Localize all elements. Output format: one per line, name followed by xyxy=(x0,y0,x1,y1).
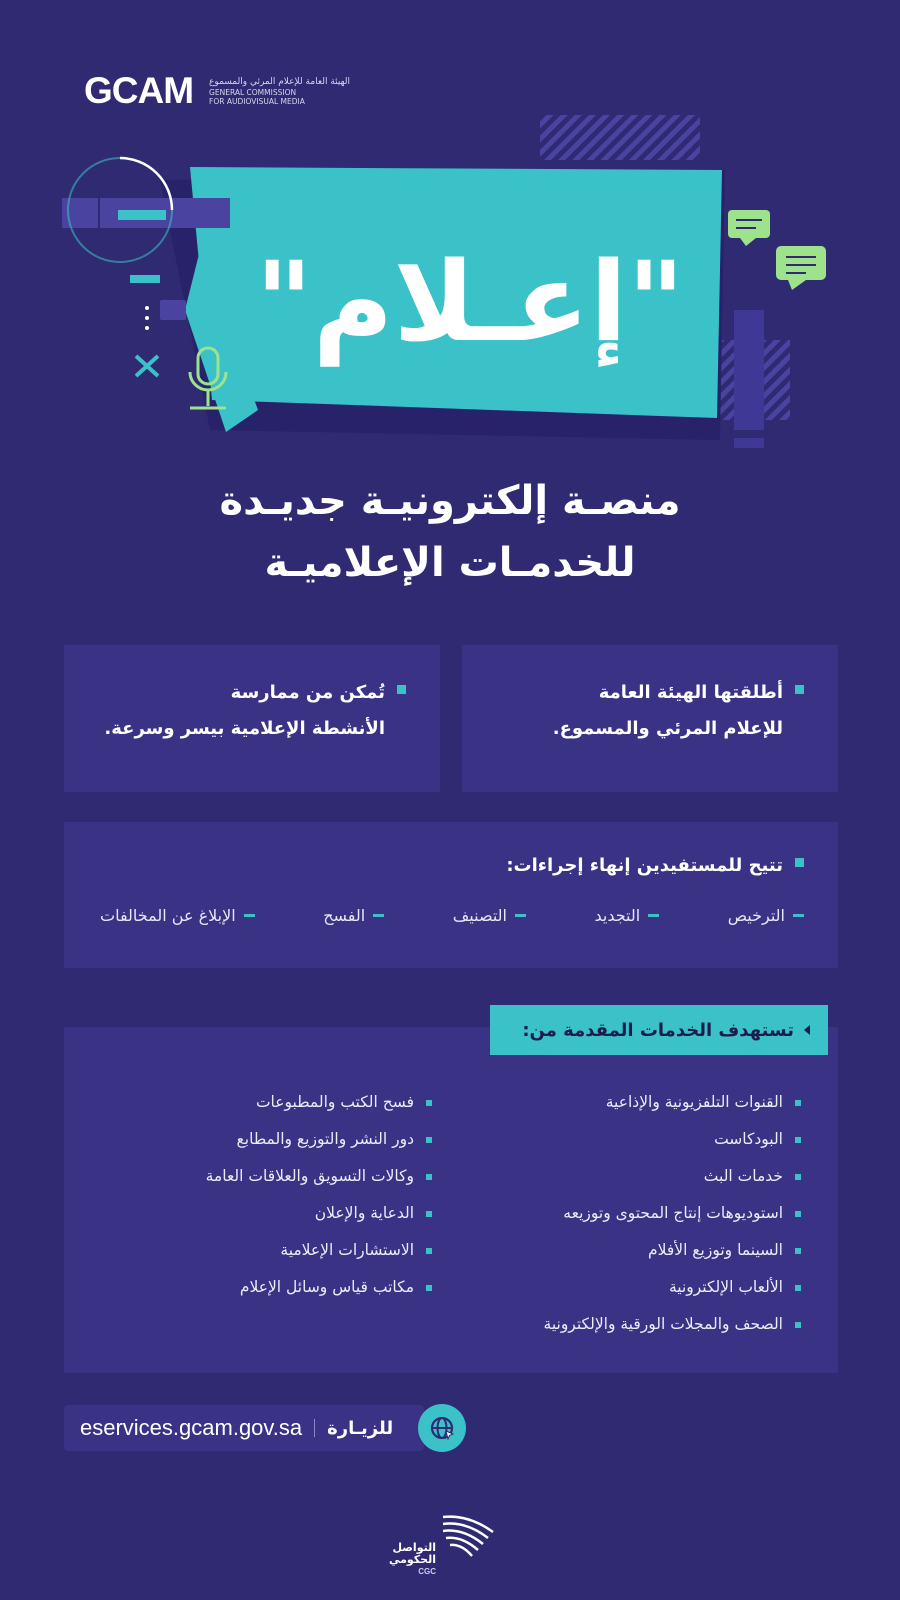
dash-icon xyxy=(793,914,804,917)
gcam-logo-mark: GCAM xyxy=(84,70,194,111)
bullet-icon xyxy=(795,1174,801,1180)
bullet-icon xyxy=(795,1322,801,1328)
bullet-icon xyxy=(426,1174,432,1180)
procedure-item: التصنيف xyxy=(453,906,526,925)
accent-bar-4 xyxy=(130,275,160,283)
dash-icon xyxy=(244,914,255,917)
service-item: الألعاب الإلكترونية xyxy=(544,1269,801,1306)
globe-svg xyxy=(428,1414,456,1442)
services-title-tab xyxy=(490,1005,828,1055)
cgc-logo-icon xyxy=(438,1512,498,1562)
visit-bar xyxy=(64,1405,424,1451)
procedure-item: الترخيص xyxy=(728,906,804,925)
footer-line-1: التواصل xyxy=(392,1541,436,1554)
service-item: البودكاست xyxy=(544,1121,801,1158)
brand-name-en-1: GENERAL COMMISSION xyxy=(209,87,297,97)
launched-line-2: للإعلام المرئي والمسموع. xyxy=(552,718,783,739)
decor-dot xyxy=(145,316,149,320)
service-item: دور النشر والتوزيع والمطابع xyxy=(206,1121,432,1158)
info-card-enable xyxy=(64,645,440,792)
enable-line-1: تُمكن من ممارسة xyxy=(230,682,385,703)
brand-logo xyxy=(84,70,350,112)
brand-name-ar: الهيئة العامة للإعلام المرئي والمسموع xyxy=(209,76,350,87)
services-right-column xyxy=(544,1084,801,1343)
bullet-icon xyxy=(426,1248,432,1254)
service-item: الاستشارات الإعلامية xyxy=(206,1232,432,1269)
services-left-column xyxy=(206,1084,432,1306)
dash-icon xyxy=(648,914,659,917)
accent-bar-right-tip xyxy=(734,438,764,448)
x-mark-icon xyxy=(136,356,158,376)
service-item: مكاتب قياس وسائل الإعلام xyxy=(206,1269,432,1306)
service-item: خدمات البث xyxy=(544,1158,801,1195)
hero-banner xyxy=(0,110,900,470)
procedures-list xyxy=(84,906,804,925)
brand-name xyxy=(209,77,350,106)
footer-line-2: الحكومي xyxy=(388,1553,436,1566)
decor-dot xyxy=(145,306,149,310)
bullet-icon xyxy=(426,1100,432,1106)
service-item: فسح الكتب والمطبوعات xyxy=(206,1084,432,1121)
dash-icon xyxy=(373,914,384,917)
brand-name-en-2: FOR AUDIOVISUAL MEDIA xyxy=(209,96,305,106)
procedure-item: الإبلاغ عن المخالفات xyxy=(100,906,255,925)
triangle-icon xyxy=(804,1025,810,1035)
procedure-item: الفسح xyxy=(323,906,384,925)
info-card-procedures xyxy=(64,822,838,968)
bullet-icon xyxy=(426,1137,432,1143)
divider xyxy=(314,1419,315,1437)
bullet-square-icon xyxy=(397,685,406,694)
footer-logo xyxy=(388,1512,508,1592)
globe-icon[interactable] xyxy=(418,1404,466,1452)
info-card-launched xyxy=(462,645,838,792)
bullet-icon xyxy=(795,1100,801,1106)
footer-text xyxy=(388,1542,436,1578)
dash-icon xyxy=(515,914,526,917)
procedure-item: التجديد xyxy=(594,906,659,925)
service-item: الدعاية والإعلان xyxy=(206,1195,432,1232)
service-item: وكالات التسويق والعلاقات العامة xyxy=(206,1158,432,1195)
accent-bar-right xyxy=(734,310,764,430)
service-item: القنوات التلفزيونية والإذاعية xyxy=(544,1084,801,1121)
bullet-icon xyxy=(795,1248,801,1254)
bullet-square-icon xyxy=(795,858,804,867)
bullet-icon xyxy=(795,1137,801,1143)
headline-line-2: للخدمـات الإعلاميـة xyxy=(264,540,636,586)
service-item: استوديوهات إنتاج المحتوى وتوزيعه xyxy=(544,1195,801,1232)
visit-label: للزيـارة xyxy=(327,1417,394,1439)
decor-dot xyxy=(145,326,149,330)
service-item: الصحف والمجلات الورقية والإلكترونية xyxy=(544,1306,801,1343)
headline xyxy=(0,470,900,594)
bullet-square-icon xyxy=(795,685,804,694)
visit-url-link[interactable]: eservices.gcam.gov.sa xyxy=(80,1415,303,1440)
stripe-block-top xyxy=(540,115,700,160)
hero-title: "إعـلام" xyxy=(255,238,685,366)
footer-abbr: CGC xyxy=(418,1567,436,1576)
enable-line-2: الأنشطة الإعلامية بيسر وسرعة. xyxy=(104,718,385,739)
bullet-icon xyxy=(795,1211,801,1217)
launched-line-1: أطلقتها الهيئة العامة xyxy=(598,682,783,703)
bullet-icon xyxy=(426,1211,432,1217)
headline-line-1: منصـة إلكترونيـة جديـدة xyxy=(219,478,681,524)
chat-bubble-icon xyxy=(776,246,826,290)
chat-bubble-icon xyxy=(728,210,770,246)
accent-bar-3 xyxy=(118,210,166,220)
services-title: تستهدف الخدمات المقدمة من: xyxy=(522,1019,794,1041)
screen-icon xyxy=(160,300,186,320)
bullet-icon xyxy=(426,1285,432,1291)
service-item: السينما وتوزيع الأفلام xyxy=(544,1232,801,1269)
procedures-title: تتيح للمستفيدين إنهاء إجراءات: xyxy=(506,855,783,876)
bullet-icon xyxy=(795,1285,801,1291)
